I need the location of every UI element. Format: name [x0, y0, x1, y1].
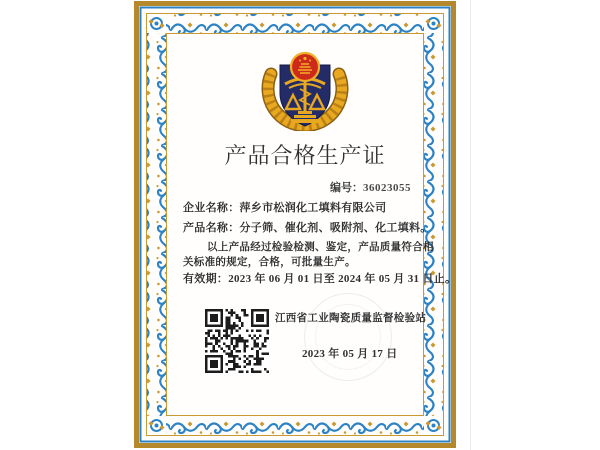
- statement-line-2: 关标准的规定，合格，可批量生产。: [183, 257, 356, 268]
- faint-stamp-watermark: [304, 293, 392, 381]
- qr-code: [205, 309, 269, 373]
- validity-label: 有效期：: [183, 273, 229, 285]
- products-label: 产品名称：: [183, 222, 240, 234]
- certificate: [134, 1, 456, 448]
- certificate-title: 产品合格生产证: [224, 143, 386, 168]
- industry-commerce-emblem-icon: [258, 47, 352, 131]
- issuer-name: 江西省工业陶瓷质量监督检验站: [275, 313, 427, 324]
- certificate-number-value: 36023055: [363, 182, 411, 194]
- products-value: 分子筛、催化剂、吸附剂、化工填料。: [239, 222, 432, 234]
- certificate-number-label: 编号：: [330, 182, 363, 194]
- company-value: 萍乡市松润化工填料有限公司: [239, 202, 387, 214]
- validity-line: [183, 270, 456, 286]
- validity-value: 2023 年 06 月 01 日至 2024 年 05 月 31 日止。: [228, 273, 457, 285]
- issue-date: 2023 年 05 月 17 日: [302, 348, 398, 360]
- products-line: [183, 219, 432, 235]
- scan-edge-line: [470, 0, 471, 450]
- certificate-number: [330, 179, 411, 195]
- statement-line-1: 以上产品经过检验检测、鉴定，产品质量符合相: [207, 242, 434, 253]
- company-line: [183, 199, 386, 215]
- company-label: 企业名称：: [183, 202, 240, 214]
